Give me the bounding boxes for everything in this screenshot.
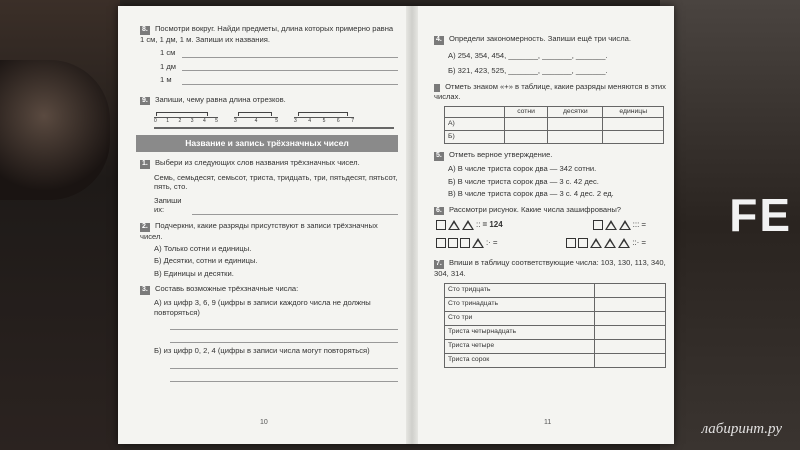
task-number: 3. <box>142 286 148 294</box>
table-row: Триста четырнадцать <box>445 325 666 339</box>
table-row: Сто тридцать <box>445 283 666 297</box>
triangle-icon <box>605 220 617 230</box>
task-number <box>434 84 440 93</box>
triangle-icon <box>604 238 616 248</box>
task-3 <box>140 284 398 381</box>
section-title: Название и запись трёхзначных чисел <box>136 135 398 152</box>
ruler-1: 0 1 2 3 4 5 <box>154 111 218 123</box>
sequence-a[interactable]: А) 254, 354, 454, _______, _______, _______. <box>448 50 608 60</box>
task-4 <box>434 34 666 76</box>
option[interactable]: А) В числе триста сорок два — 342 сотни. <box>448 164 597 174</box>
table-row: Триста сорок <box>445 353 666 367</box>
cipher-item: ::· = <box>566 238 646 248</box>
task-number: 7. <box>436 260 442 268</box>
option: А) из цифр 3, 6, 9 (цифры в записи каждого числа не должны повторяться) <box>154 298 371 317</box>
square-icon <box>448 238 458 248</box>
triangle-icon <box>618 238 630 248</box>
ruler-3: 3 4 5 6 7 <box>294 111 354 123</box>
option[interactable]: Б) Десятки, сотни и единицы. <box>154 256 258 266</box>
task-number: 5. <box>436 152 442 160</box>
answer-line[interactable] <box>170 332 398 343</box>
ruler-2: 3 4 5 <box>234 111 278 123</box>
cipher-item: ::: = <box>593 220 646 230</box>
square-icon <box>460 238 470 248</box>
column-header: десятки <box>548 106 603 117</box>
triangle-icon <box>619 220 631 230</box>
square-icon <box>578 238 588 248</box>
task-7 <box>434 258 666 367</box>
open-workbook <box>118 6 674 444</box>
task-2 <box>140 221 398 279</box>
task-text: Составь возможные трёхзначные числа: <box>154 284 299 294</box>
table-row: Сто тринадцать <box>445 297 666 311</box>
watermark-text: лабиринт.ру <box>701 421 782 437</box>
task-text: Посмотри вокруг. Найди предметы, длина которых примерно равна 1 см, 1 дм, 1 м. Запиши их названия. <box>140 24 394 44</box>
column-header: единицы <box>603 106 664 117</box>
task-text: Рассмотри рисунок. Какие числа зашифрованы? <box>448 204 622 214</box>
square-icon <box>436 238 446 248</box>
coffee-cup-image <box>0 60 110 200</box>
answer-line[interactable] <box>170 319 398 330</box>
task-9 <box>140 95 398 130</box>
answer-row[interactable]: 1 дм <box>160 62 398 71</box>
cipher-item: :· = <box>436 238 498 248</box>
word-list: Семь, семьдесят, семьсот, триста, тридцать, три, пятьдесят, пятьсот, пять, сто. <box>154 172 398 192</box>
task-6 <box>434 205 666 249</box>
triangle-icon <box>472 238 484 248</box>
task-number: 8. <box>142 26 148 33</box>
answer-row[interactable]: Запиши их: <box>154 196 398 215</box>
sequence-b[interactable]: Б) 321, 423, 525, _______, _______, _______. <box>448 66 608 76</box>
task-text: Подчеркни, какие разряды присутствуют в записи трёхзначных чисел. <box>140 220 378 241</box>
table-row: Б) <box>445 131 664 144</box>
answer-row[interactable]: 1 м <box>160 75 398 84</box>
answer-line[interactable] <box>170 358 398 369</box>
task-number: 9. <box>142 96 148 104</box>
numbers-table <box>444 283 666 368</box>
task-number: 2. <box>142 222 148 230</box>
page-right <box>416 6 674 444</box>
square-icon <box>566 238 576 248</box>
table-row: Сто три <box>445 311 666 325</box>
task-digit-places <box>434 82 666 145</box>
triangle-icon <box>590 238 602 248</box>
option: Б) из цифр 0, 2, 4 (цифры в записи числа могут повторяться) <box>154 346 370 356</box>
cafe-sign-text: FE <box>729 189 792 241</box>
triangle-icon <box>462 220 474 230</box>
task-text: Впиши в таблицу соответствующие числа: 103, 130, 113, 340, 304, 314. <box>434 258 666 279</box>
square-icon <box>593 220 603 230</box>
task-number: 1. <box>142 160 148 168</box>
page-number: 11 <box>544 419 552 427</box>
answer-line[interactable] <box>154 127 394 129</box>
cipher-example: :: = 124 <box>436 220 503 230</box>
task-text: Запиши, чему равна длина отрезков. <box>154 94 286 104</box>
option[interactable]: В) В числе триста сорок два — 3 с. 4 дес. 2 ед. <box>448 189 614 199</box>
task-text: Выбери из следующих слов названия трёхзначных чисел. <box>154 158 360 168</box>
column-header: сотни <box>505 106 548 117</box>
task-8 <box>140 24 398 85</box>
option[interactable]: Б) В числе триста сорок два — 3 с. 42 дес. <box>448 176 599 186</box>
task-text: Отметь верное утверждение. <box>448 150 553 160</box>
option[interactable]: А) Только сотни и единицы. <box>154 243 252 253</box>
rulers-row <box>154 111 398 123</box>
page-number: 10 <box>260 419 268 427</box>
table-row: Триста четыре <box>445 339 666 353</box>
task-text: Отметь знаком «+» в таблице, какие разряды меняются в этих числах. <box>434 81 666 102</box>
table-row: А) <box>445 118 664 131</box>
task-1 <box>140 158 398 215</box>
places-table <box>444 106 664 144</box>
answer-line[interactable] <box>170 371 398 382</box>
triangle-icon <box>448 220 460 230</box>
task-number: 4. <box>436 36 442 43</box>
task-5 <box>434 150 666 198</box>
option[interactable]: В) Единицы и десятки. <box>154 268 234 278</box>
page-left <box>118 6 408 444</box>
square-icon <box>436 220 446 230</box>
answer-row[interactable]: 1 см <box>160 48 398 57</box>
task-number: 6. <box>436 206 442 214</box>
task-text: Определи закономерность. Запиши ещё три числа. <box>448 34 631 43</box>
